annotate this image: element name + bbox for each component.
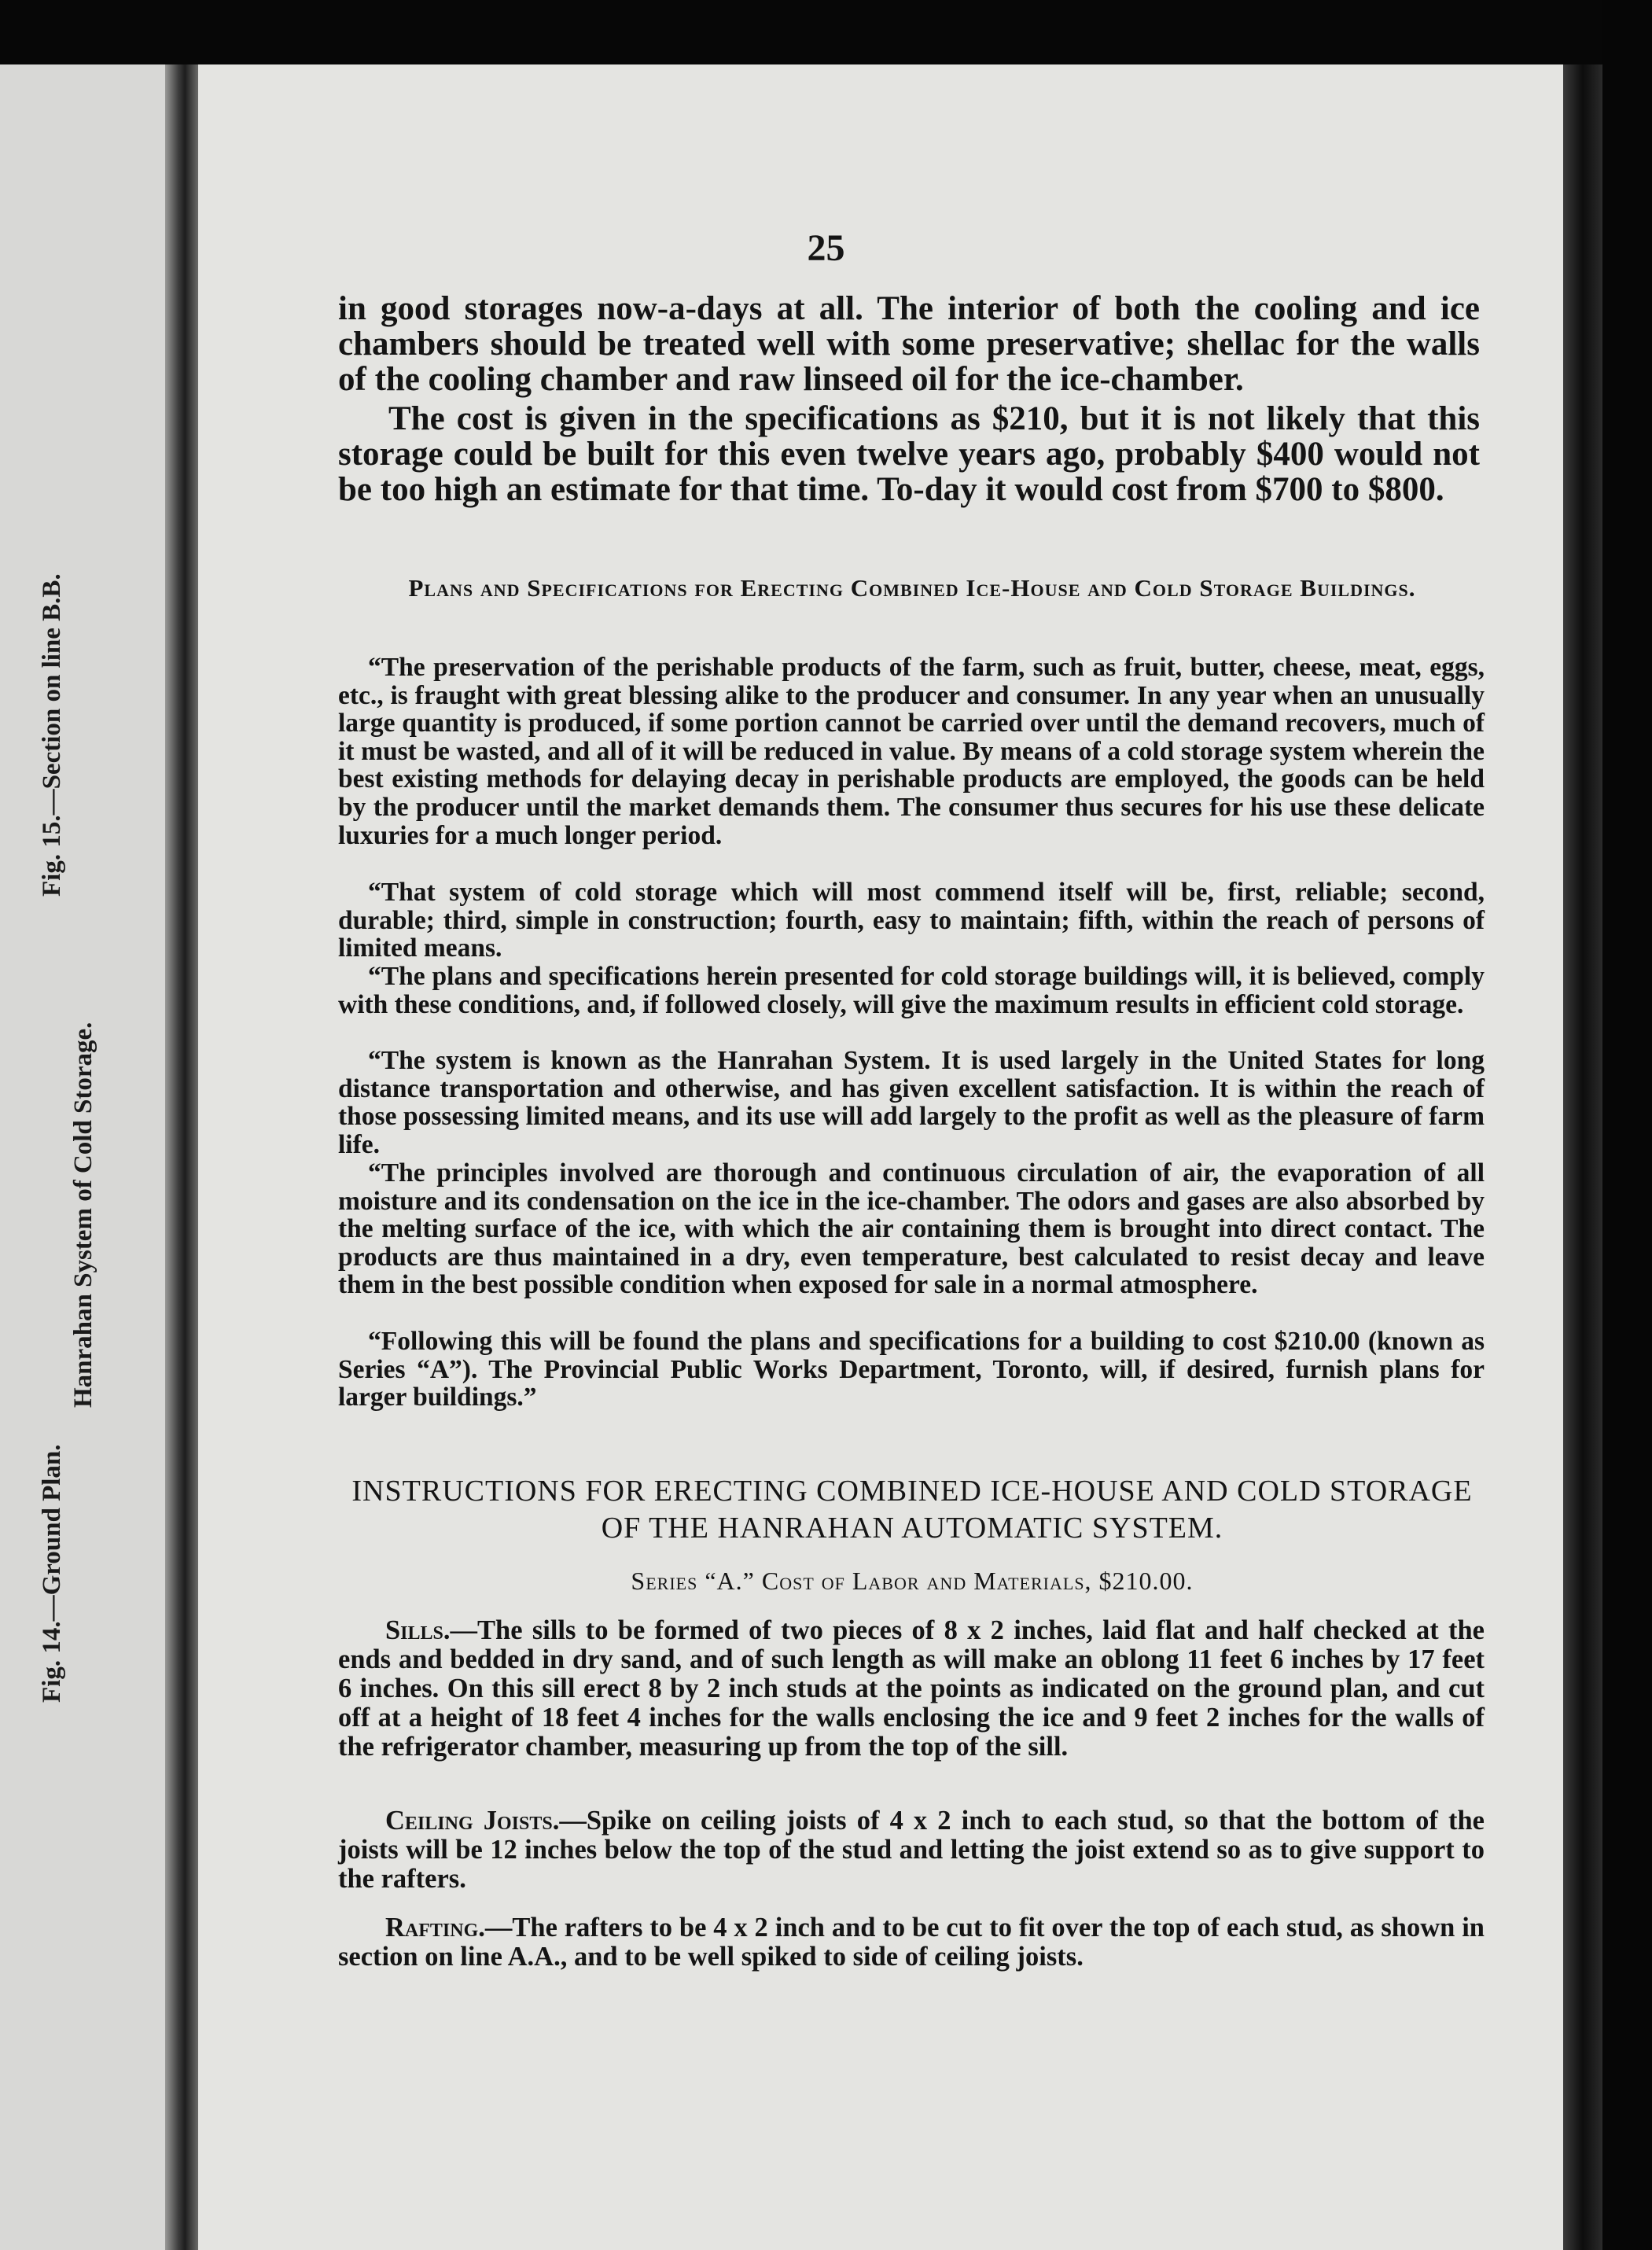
quote-paragraph-4: “The system is known as the Hanrahan System. It is used largely in the United States for long distance transportation and otherwise, and has given excellent satisfaction. It is within the reach of those possessing limited means, and its use will add largely to the profit as well as the pleasure of farm life. (338, 1046, 1485, 1159)
book-gutter (165, 64, 198, 2250)
ceiling-joists-paragraph (338, 1806, 1485, 1894)
figure-14-subcaption: Hanrahan System of Cold Storage. (69, 1022, 98, 1408)
scan-top-border (0, 0, 1652, 64)
instructions-title: INSTRUCTIONS FOR ERECTING COMBINED ICE-HOUSE AND COLD STORAGE OF THE HANRAHAN AUTOMATIC SYSTEM. (351, 1475, 1473, 1545)
quote-paragraph-3: “The plans and specifications herein presented for cold storage buildings will, it is believed, comply with these conditions, and, if followed closely, will give the maximum results in efficient cold storage. (338, 962, 1485, 1019)
page-number: 25 (807, 227, 845, 269)
quote-paragraph-5: “The principles involved are thorough and continuous circulation of air, the evaporation of all moisture and its condensation on the ice in the ice-chamber. The odors and gases are also absorbed by the melting surface of the ice, with which the air containing them is brought into direct contact. The products are thus maintained in a dry, even temperature, best calculated to resist decay and leave them in the best possible condition when exposed for sale in a normal atmosphere. (338, 1158, 1485, 1300)
sills-text: —The sills to be formed of two pieces of 8 x 2 inches, laid flat and half checked at the ends and bedded in dry sand, and of such length as will make an oblong 11 feet 6 inches by 17 feet 6 inches. On this sill erect 8 by 2 inch studs at the points as indicated on the ground plan, and cut off at a height of 18 feet 4 inches for the walls enclosing the ice and 9 feet 2 inches for the walls of the refrigerator chamber, measuring up from the top of the sill. (338, 1615, 1485, 1762)
sills-lead: Sills. (385, 1615, 451, 1645)
scan-right-border (1602, 0, 1652, 2250)
rafting-paragraph (338, 1913, 1485, 1972)
series-line: Series “A.” Cost of Labor and Materials, $210.00. (631, 1567, 1194, 1595)
quote-paragraph-1: “The preservation of the perishable products of the farm, such as fruit, butter, cheese, meat, eggs, etc., is fraught with great blessing alike to the producer and consumer. In any year when an unusually large quantity is produced, if some portion cannot be carried over until the demand recovers, much of it must be wasted, and all of it will be reduced in value. By means of a cold storage system wherein the best existing methods for delaying decay in perishable products are employed, the goods can be held by the producer until the market demands them. The consumer thus secures for his use these delicate luxuries for a much longer period. (338, 653, 1485, 850)
sills-paragraph (338, 1616, 1485, 1762)
section-heading: Plans and Specifications for Erecting Combined Ice-House and Cold Storage Buildings. (408, 574, 1416, 602)
ceiling-joists-lead: Ceiling Joists. (385, 1806, 560, 1836)
figure-14-caption: Fig. 14.—Ground Plan. (38, 1444, 66, 1703)
figure-15-caption: Fig. 15.—Section on line B.B. (38, 573, 66, 897)
rafting-lead: Rafting. (385, 1913, 485, 1943)
quote-paragraph-2: “That system of cold storage which will most commend itself will be, first, reliable; second, durable; third, simple in construction; fourth, easy to maintain; fifth, within the reach of persons of limited means. (338, 878, 1485, 963)
intro-paragraph-2: The cost is given in the specifications as $210, but it is not likely that this storage could be built for this even twelve years ago, probably $400 would not be too high an estimate for that time. To-day it would cost from $700 to $800. (338, 400, 1480, 508)
intro-paragraph-1: in good storages now-a-days at all. The interior of both the cooling and ice chambers should be treated well with some preservative; shellac for the walls of the cooling chamber and raw linseed oil for the ice-chamber. (338, 290, 1480, 398)
quote-paragraph-6: “Following this will be found the plans and specifications for a building to cost $210.00 (known as Series “A”). The Provincial Public Works Department, Toronto, will, if desired, furnish plans for larger buildings.” (338, 1327, 1485, 1412)
page-edge-shadow (1563, 64, 1602, 2250)
rafting-text: —The rafters to be 4 x 2 inch and to be cut to fit over the top of each stud, as shown in section on line A.A., and to be well spiked to side of ceiling joists. (338, 1913, 1485, 1972)
ceiling-joists-text: —Spike on ceiling joists of 4 x 2 inch to each stud, so that the bottom of the joists will be 12 inches below the top of the stud and letting the joist extend so as to give support to the rafters. (338, 1806, 1485, 1894)
